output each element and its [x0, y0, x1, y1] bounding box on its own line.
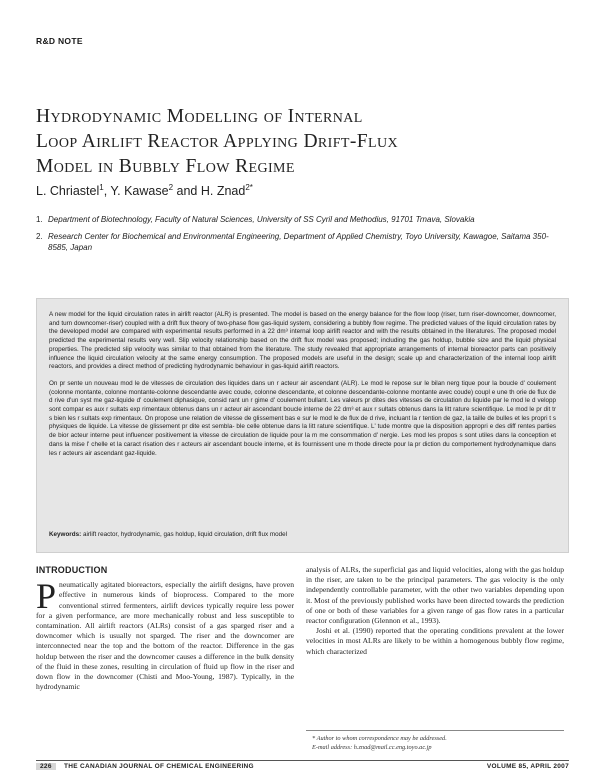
keywords-text: airlift reactor, hydrodynamic, gas holdup, liquid circulation, drift flux model — [81, 531, 287, 538]
correspondence-footnote — [306, 730, 564, 752]
author-name: H. Znad — [200, 184, 246, 199]
abstract-english: A new model for the liquid circulation rates in airlift reactor (ALR) is presented. The model is based on the energy balance for the flow loop (riser, turn riser-downcomer, downcomer, and turn downcomer-riser) coupled with a drift flux theory of two-phase flow gas-liquid system, considering a bubbly flow regime. The predicted values of the liquid circulation rates by the developed model are compared with experimental results performed in a 22 dm³ internal loop airlift reactor and with the results obtained in the literatures. The proposed model predicted the experimental results very well. Slip velocity relationship based on the drift flux model was proposed; including the gas holdup, bubble size and the liquid physical properties. The predicted slip velocity was similar to that obtained from the literature. The study revealed that appropriate arrangements of internal bioreactor parts can positively influence the liquid circulation velocity at the same energy consumption. The proposed models are useful in the design; scale up and characterization of the internal loop airlift reactors, and provides a direct method of predicting hydrodynamic behaviour in gas-liquid airlift reactors. — [49, 311, 556, 371]
section-tag: R&D NOTE — [36, 36, 83, 46]
article-title — [36, 104, 556, 179]
section-heading: INTRODUCTION — [36, 565, 108, 575]
page-footer — [36, 760, 569, 770]
abstract-french: On pr sente un nouveau mod le de vitesses de circulation des liquides dans un r acteur air ascendant (ALR). Le mod le repose sur le bilan nerg tique pour la boucle d' coulement (colonne montante, colonne montante-colonne descendante avec coude, colonne descendante, et colonne descendante-colonne montante avec coude) coupl e une th orie de flux de d rive d'un syst me gaz-liquide d' coulement diphasique, consid rant un r gime d' coulement bullant. Les valeurs pr dites des vitesses de circulation du liquide par le mod le d velopp sont compar es aux r sultats exp rimentaux obtenus dans un r acteur air ascendant boucle interne de 22 dm³ et aux r sultats obtenus dans la litt rature scientifique. Le mod le pr dit tr s bien les r sultats exp rimentaux. On propose une relation de vitesse de glissement bas e sur le mod le de flux de d rive, incluant la r tention de gaz, la taille de bulles et les propri t s physiques de liquide. La vitesse de glissement pr dite est sembla- ble celle obtenue dans la litt rature scientifique. L' tude montre que la disposition appropri e des diff rentes parties de bior acteur interne peut influencer positivement la vitesse de circulation de liquide pour la m me consommation d' nergie. Les mod les propos s sont utiles dans la conception et dans la mise l' chelle et la caract risation des r acteurs air ascendant boucle interne, et ils fournissent une m thode directe pour la pr diction du comportement hydrodynamique dans les r acteurs air ascendant gaz-liquide. — [49, 379, 556, 457]
affiliations — [36, 214, 566, 259]
footnote-line: * Author to whom correspondence may be addressed. — [312, 735, 447, 742]
abstract-box — [36, 298, 569, 553]
author-affil-mark: 2* — [245, 183, 253, 192]
affiliation-item — [36, 231, 566, 254]
drop-cap: P — [36, 576, 57, 617]
author-name: Y. Kawase — [110, 184, 169, 199]
author-name: L. Chriastel — [36, 184, 100, 199]
author-separator: , — [103, 184, 111, 199]
title-line: Model in Bubbly Flow Regime — [36, 156, 295, 177]
body-paragraph: Joshi et al. (1990) reported that the operating conditions prevalent at the lower velocities in most ALRs are likely to be within a homogenous bubbly flow regime, which characterized — [306, 626, 564, 656]
body-paragraph: analysis of ALRs, the superficial gas and liquid velocities, along with the gas holdup in the riser, are taken to be the principal parameters. The gas velocity is the only independently controllable parameter, with the other two variables depending upon it. Most of the previously published works have been directed towards the prediction of one or both of these variables for a given range of gas flow rates in a particular reactor configuration (Glennon et al., 1993). — [306, 565, 564, 626]
title-line: Hydrodynamic Modelling of Internal — [36, 106, 363, 127]
affiliation-text: Research Center for Biochemical and Environmental Engineering, Department of Applied Chemistry, Toyo University, Kawagoe, Saitama 350-8585, Japan — [48, 231, 549, 252]
footnote-line: E-mail address: h.znad@mail.cc.eng.toyo.ac.jp — [312, 743, 432, 751]
keywords-label: Keywords: — [49, 531, 82, 538]
paragraph-text: neumatically agitated bioreactors, especially the airlift designs, have proven effective in numerous kinds of bioprocess. Compared to the more conventional stirred fermenters, airlift devices typically require less power for a given performance, are more mechanically robust and less susceptible to contamination. All airlift reactors (ALRs) consist of a gas sparged riser and a downcomer which is usually not sparged. The riser and the downcomer are interconnected near the top and the bottom of the reactor. Difference in the gas holdup between the riser and the downcomer causes a difference in the bulk density of the fluid in these zones, resulting in circulation of fluid up flow in the riser and down flow in the downcomer (Chisti and Moo-Young, 1987). Typically, in the hydrodynamic — [36, 580, 294, 692]
author-affil-mark: 1 — [99, 183, 104, 192]
journal-name: THE CANADIAN JOURNAL OF CHEMICAL ENGINEERING — [64, 763, 254, 770]
body-column-right — [306, 565, 564, 657]
affiliation-text: Department of Biotechnology, Faculty of Natural Sciences, University of SS Cyril and Methodius, 91701 Trnava, Slovakia — [48, 215, 475, 224]
body-paragraph — [36, 576, 294, 692]
body-column-left — [36, 565, 294, 692]
author-list — [36, 183, 253, 198]
page-number: 226 — [36, 763, 56, 770]
author-separator: and — [173, 184, 201, 199]
volume-info: VOLUME 85, APRIL 2007 — [486, 763, 569, 770]
affiliation-number: 1. — [36, 215, 43, 224]
affiliation-number: 2. — [36, 231, 43, 241]
keywords — [49, 531, 549, 538]
author-affil-mark: 2 — [168, 183, 174, 192]
affiliation-item — [36, 214, 566, 226]
title-line: Loop Airlift Reactor Applying Drift-Flux — [36, 131, 398, 152]
